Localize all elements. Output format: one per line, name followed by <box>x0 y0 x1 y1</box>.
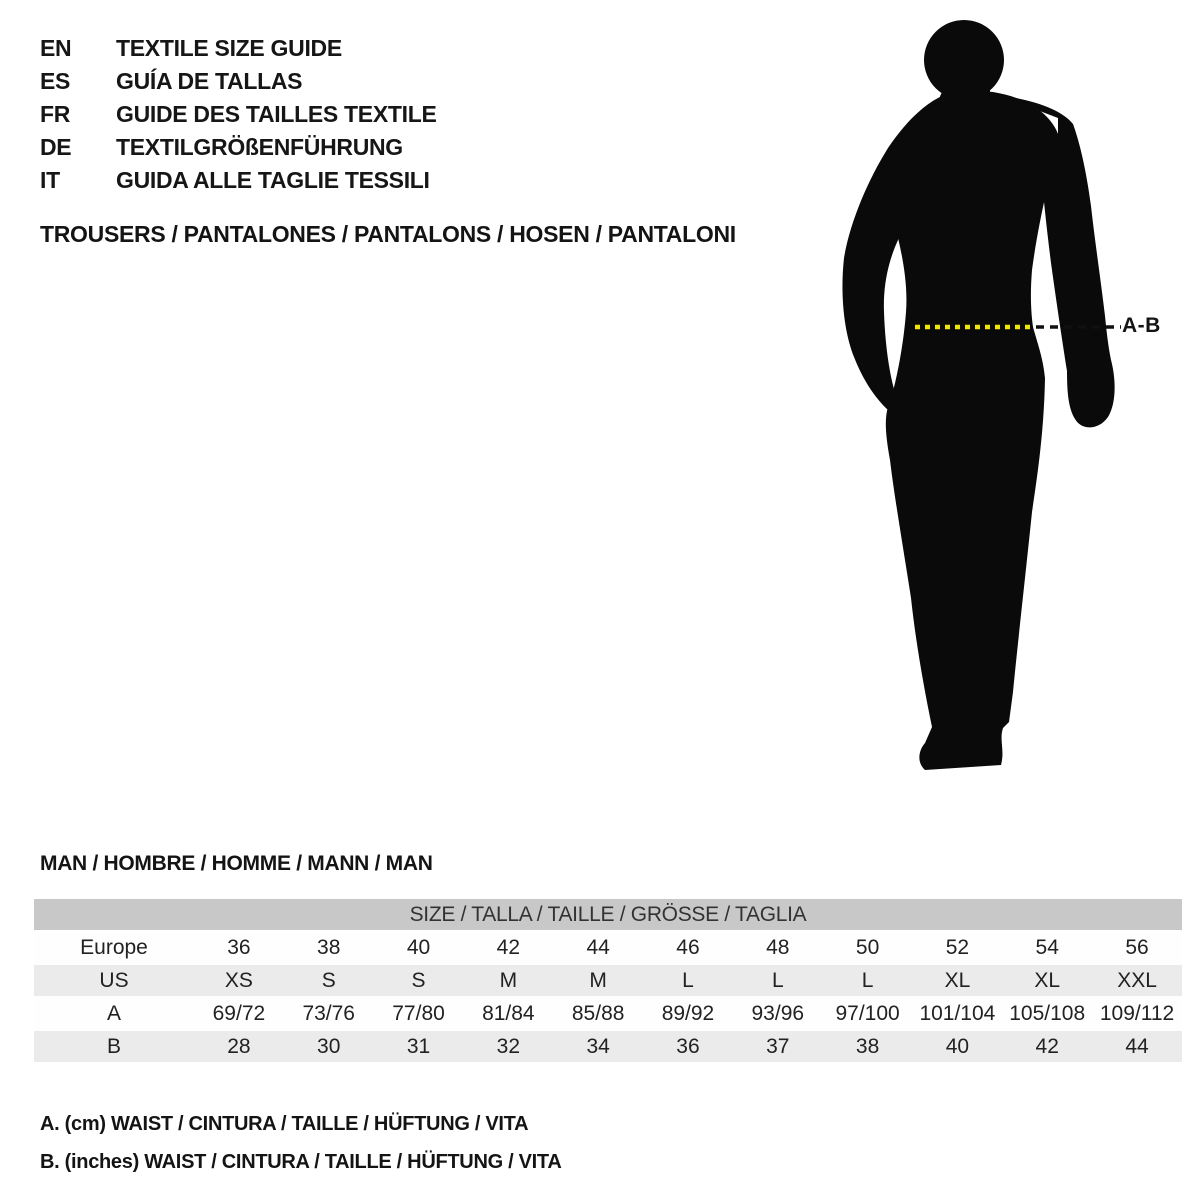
language-row-it <box>40 164 437 197</box>
size-table <box>34 897 1182 1064</box>
measure-label-ab: A-B <box>1122 314 1161 337</box>
man-silhouette-figure <box>820 0 1200 800</box>
table-cell: M <box>463 965 553 996</box>
table-cell: 89/92 <box>643 998 733 1029</box>
language-code: FR <box>40 101 71 127</box>
table-cell: 56 <box>1092 932 1182 963</box>
row-label: A <box>34 998 194 1029</box>
man-silhouette <box>820 0 1200 800</box>
footnote-a: A. (cm) WAIST / CINTURA / TAILLE / HÜFTUNG / VITA <box>40 1113 529 1135</box>
table-cell: 54 <box>1002 932 1092 963</box>
table-cell: 50 <box>823 932 913 963</box>
table-cell: 44 <box>553 932 643 963</box>
table-cell: 81/84 <box>463 998 553 1029</box>
table-cell: 101/104 <box>913 998 1003 1029</box>
table-row-us <box>34 965 1182 996</box>
language-code: ES <box>40 68 71 94</box>
table-cell: 31 <box>374 1031 464 1062</box>
table-cell: L <box>823 965 913 996</box>
size-table-header-row <box>34 899 1182 930</box>
table-cell: 46 <box>643 932 733 963</box>
table-cell: XL <box>1002 965 1092 996</box>
table-cell: 109/112 <box>1092 998 1182 1029</box>
table-row-a-cm <box>34 998 1182 1029</box>
language-guide-list <box>40 32 437 197</box>
language-code: DE <box>40 134 72 160</box>
table-cell: 32 <box>463 1031 553 1062</box>
table-cell: 97/100 <box>823 998 913 1029</box>
table-cell: 40 <box>913 1031 1003 1062</box>
table-cell: XXL <box>1092 965 1182 996</box>
language-label: TEXTILGRÖßENFÜHRUNG <box>116 134 403 160</box>
row-label: US <box>34 965 194 996</box>
language-code: EN <box>40 35 72 61</box>
table-cell: 69/72 <box>194 998 284 1029</box>
table-cell: 38 <box>823 1031 913 1062</box>
size-table-header: SIZE / TALLA / TAILLE / GRÖSSE / TAGLIA <box>34 899 1182 930</box>
table-cell: 52 <box>913 932 1003 963</box>
language-label: GUÍA DE TALLAS <box>116 68 303 94</box>
row-label: B <box>34 1031 194 1062</box>
table-cell: 48 <box>733 932 823 963</box>
table-cell: 38 <box>284 932 374 963</box>
table-cell: L <box>643 965 733 996</box>
table-cell: 44 <box>1092 1031 1182 1062</box>
language-row-es <box>40 65 437 98</box>
table-cell: XS <box>194 965 284 996</box>
table-cell: XL <box>913 965 1003 996</box>
table-cell: 42 <box>1002 1031 1092 1062</box>
category-title: TROUSERS / PANTALONES / PANTALONS / HOSEN / PANTALONI <box>40 221 736 247</box>
table-cell: 37 <box>733 1031 823 1062</box>
table-cell: 85/88 <box>553 998 643 1029</box>
table-cell: M <box>553 965 643 996</box>
language-label: GUIDA ALLE TAGLIE TESSILI <box>116 167 430 193</box>
table-cell: 93/96 <box>733 998 823 1029</box>
table-row-europe <box>34 932 1182 963</box>
language-row-en <box>40 32 437 65</box>
language-label: GUIDE DES TAILLES TEXTILE <box>116 101 437 127</box>
table-cell: S <box>284 965 374 996</box>
language-row-fr <box>40 98 437 131</box>
footnote-b: B. (inches) WAIST / CINTURA / TAILLE / HÜFTUNG / VITA <box>40 1151 562 1173</box>
table-row-b-inches <box>34 1031 1182 1062</box>
table-cell: S <box>374 965 464 996</box>
language-code: IT <box>40 167 60 193</box>
table-cell: 73/76 <box>284 998 374 1029</box>
table-cell: 28 <box>194 1031 284 1062</box>
language-label: TEXTILE SIZE GUIDE <box>116 35 342 61</box>
table-cell: L <box>733 965 823 996</box>
table-cell: 34 <box>553 1031 643 1062</box>
table-cell: 77/80 <box>374 998 464 1029</box>
table-cell: 40 <box>374 932 464 963</box>
table-cell: 105/108 <box>1002 998 1092 1029</box>
table-cell: 36 <box>194 932 284 963</box>
footnotes <box>40 1105 562 1181</box>
table-cell: 42 <box>463 932 553 963</box>
row-label: Europe <box>34 932 194 963</box>
language-row-de <box>40 131 437 164</box>
section-title-man: MAN / HOMBRE / HOMME / MANN / MAN <box>40 852 433 875</box>
table-cell: 30 <box>284 1031 374 1062</box>
table-cell: 36 <box>643 1031 733 1062</box>
